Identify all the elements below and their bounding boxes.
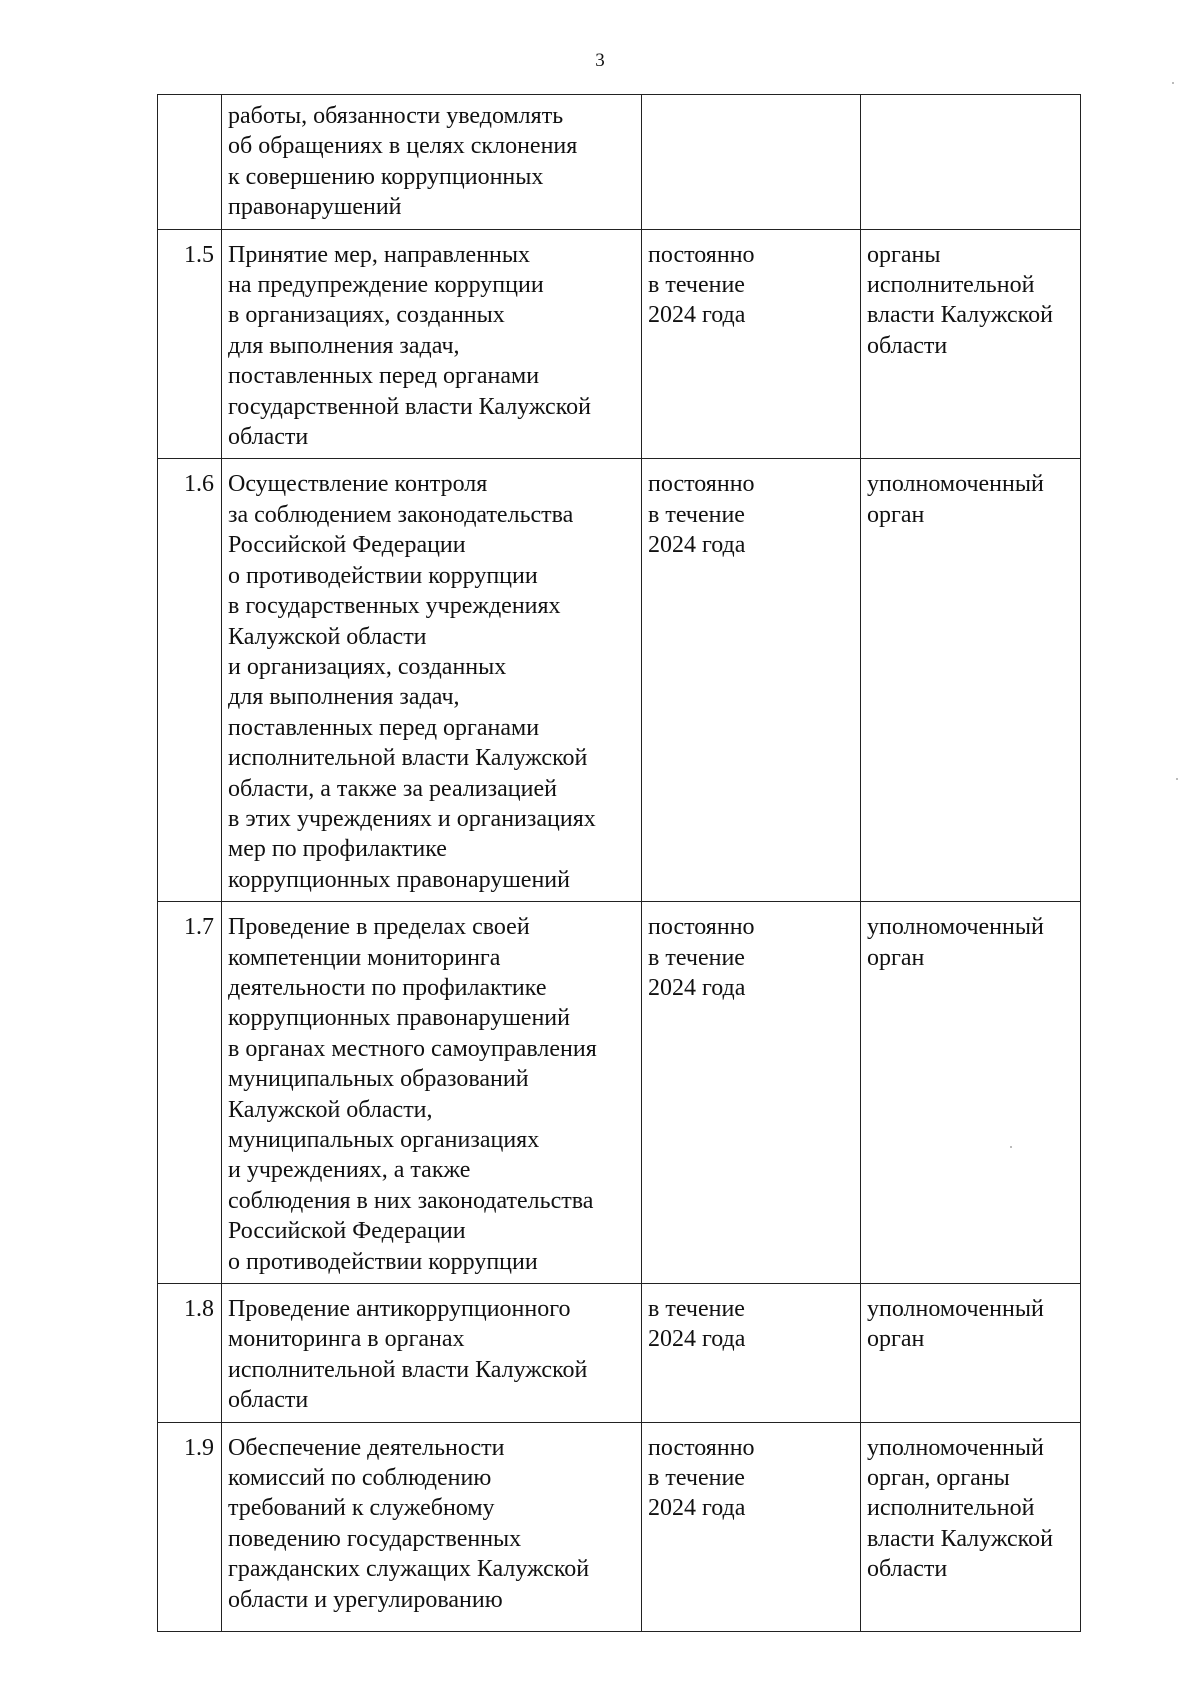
- responsible-text: уполномоченный орган, органы исполнительной власти Калужской области: [861, 1422, 1081, 1631]
- measures-table: [157, 94, 1081, 1632]
- table-row: [158, 95, 1081, 230]
- responsible-text: уполномоченный орган: [861, 459, 1081, 902]
- row-number: 1.6: [158, 459, 222, 902]
- term-text: постоянно в течение 2024 года: [642, 1422, 861, 1631]
- table-row: [158, 229, 1081, 459]
- responsible-text: органы исполнительной власти Калужской области: [861, 229, 1081, 459]
- row-number: 1.7: [158, 902, 222, 1284]
- responsible-text: [861, 95, 1081, 230]
- row-number: 1.9: [158, 1422, 222, 1631]
- table-row: [158, 902, 1081, 1284]
- scan-speck: [1172, 82, 1174, 84]
- measure-text: работы, обязанности уведомлять об обращениях в целях склонения к совершению коррупционных правонарушений: [222, 95, 642, 230]
- measure-text: Проведение в пределах своей компетенции мониторинга деятельности по профилактике коррупционных правонарушений в органах местного самоуправления муниципальных образований Калужской области, муниципальных организациях и учреждениях, а также соблюдения в них законодательства Российской Федерации о противодействии коррупции: [222, 902, 642, 1284]
- scan-speck: [1010, 1146, 1012, 1148]
- row-number: [158, 95, 222, 230]
- responsible-text: уполномоченный орган: [861, 902, 1081, 1284]
- table-row: [158, 459, 1081, 902]
- row-number: 1.5: [158, 229, 222, 459]
- table-row: [158, 1422, 1081, 1631]
- table-row: [158, 1284, 1081, 1423]
- term-text: [642, 95, 861, 230]
- term-text: постоянно в течение 2024 года: [642, 459, 861, 902]
- measure-text: Обеспечение деятельности комиссий по соблюдению требований к служебному поведению государственных гражданских служащих Калужской области и урегулированию: [222, 1422, 642, 1631]
- term-text: постоянно в течение 2024 года: [642, 229, 861, 459]
- term-text: в течение 2024 года: [642, 1284, 861, 1423]
- responsible-text: уполномоченный орган: [861, 1284, 1081, 1423]
- row-number: 1.8: [158, 1284, 222, 1423]
- measure-text: Принятие мер, направленных на предупреждение коррупции в организациях, созданных для выполнения задач, поставленных перед органами государственной власти Калужской области: [222, 229, 642, 459]
- measure-text: Проведение антикоррупционного мониторинга в органах исполнительной власти Калужской области: [222, 1284, 642, 1423]
- scan-speck: [1176, 778, 1178, 780]
- page-number: 3: [595, 50, 605, 71]
- term-text: постоянно в течение 2024 года: [642, 902, 861, 1284]
- measure-text: Осуществление контроля за соблюдением законодательства Российской Федерации о противодействии коррупции в государственных учреждениях Калужской области и организациях, созданных для выполнения задач, поставленных перед органами исполнительной власти Калужской области, а также за реализацией в этих учреждениях и организациях мер по профилактике коррупционных правонарушений: [222, 459, 642, 902]
